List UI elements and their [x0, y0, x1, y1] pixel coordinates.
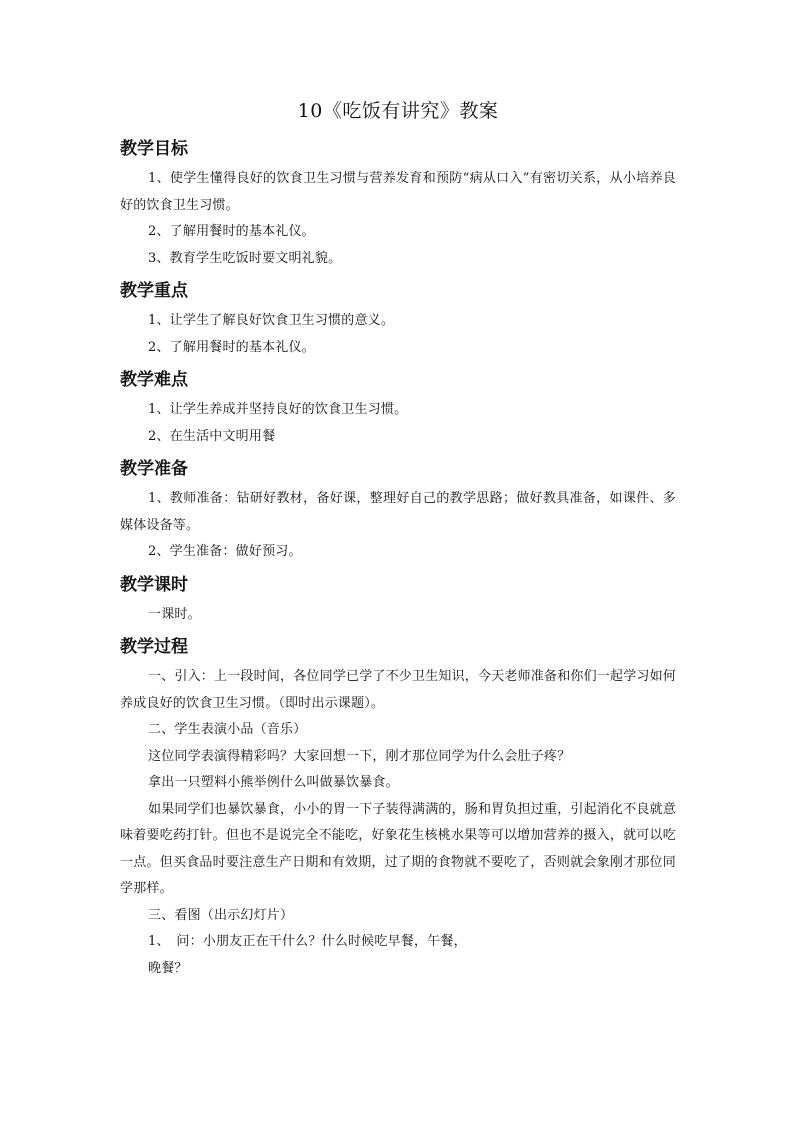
paragraph: 3、教育学生吃饭时要文明礼貌。	[148, 250, 342, 266]
paragraph: 2、在生活中文明用餐	[148, 428, 276, 444]
paragraph: 1、让学生养成并坚持良好的饮食卫生习惯。	[148, 402, 408, 417]
document-title: 10《吃饭有讲究》教案	[297, 100, 499, 122]
paragraph: 一课时。	[148, 606, 201, 622]
paragraph: 拿出一只塑料小熊举例什么叫做暴饮暴食。	[148, 775, 399, 790]
section-heading: 教学重点	[120, 281, 188, 301]
paragraph: 如果同学们也暴饮暴食，小小的胃一下子装得满满的，肠和胃负担过重，引起消化不良就意味着要吃药打针。但也不是说完全不能吃，好象花生核桃水果等可以增加营养的摄入，就可以吃一点。但买食品时要注意生产日期和有效期，过了期的食物就不要吃了，否则就会象刚才那位同学那样。	[120, 801, 677, 896]
section-heading: 教学准备	[120, 459, 188, 479]
section-heading: 教学难点	[120, 370, 188, 390]
paragraph: 二、学生表演小品（音乐）	[148, 722, 307, 737]
section-heading: 教学过程	[120, 637, 188, 657]
paragraph: 1、教师准备：钻研好教材，备好课，整理好自己的教学思路；做好教具准备，如课件、多媒体设备等。	[120, 491, 676, 533]
paragraph: 1、 问：小朋友正在干什么？什么时候吃早餐，午餐，	[148, 934, 467, 949]
section-heading: 教学目标	[120, 139, 188, 159]
section-difficulties	[120, 367, 676, 450]
section-objectives	[120, 136, 676, 272]
paragraph: 2、学生准备：做好预习。	[148, 544, 302, 559]
paragraph: 1、使学生懂得良好的饮食卫生习惯与营养发育和预防“病从口入”有密切关系，从小培养良好的饮食卫生习惯。	[120, 171, 676, 213]
paragraph: 三、看图（出示幻灯片）	[148, 907, 294, 923]
section-key-points	[120, 278, 676, 361]
document-page	[120, 96, 676, 982]
paragraph: 这位同学表演得精彩吗？大家回想一下，刚才那位同学为什么会肚子疼？	[148, 748, 571, 764]
section-class-hours	[120, 572, 676, 629]
paragraph: 2、了解用餐时的基本礼仪。	[148, 339, 315, 355]
paragraph: 2、了解用餐时的基本礼仪。	[148, 224, 315, 239]
paragraph: 一、引入：上一段时间，各位同学已学了不少卫生知识，今天老师准备和你们一起学习如何养成良好的饮食卫生习惯。（即时出示课题）。	[120, 669, 677, 711]
section-heading: 教学课时	[120, 574, 188, 595]
paragraph: 晚餐？	[148, 960, 188, 976]
section-process	[120, 634, 676, 982]
paragraph: 1、让学生了解良好饮食卫生习惯的意义。	[148, 313, 395, 328]
section-preparation	[120, 456, 676, 566]
